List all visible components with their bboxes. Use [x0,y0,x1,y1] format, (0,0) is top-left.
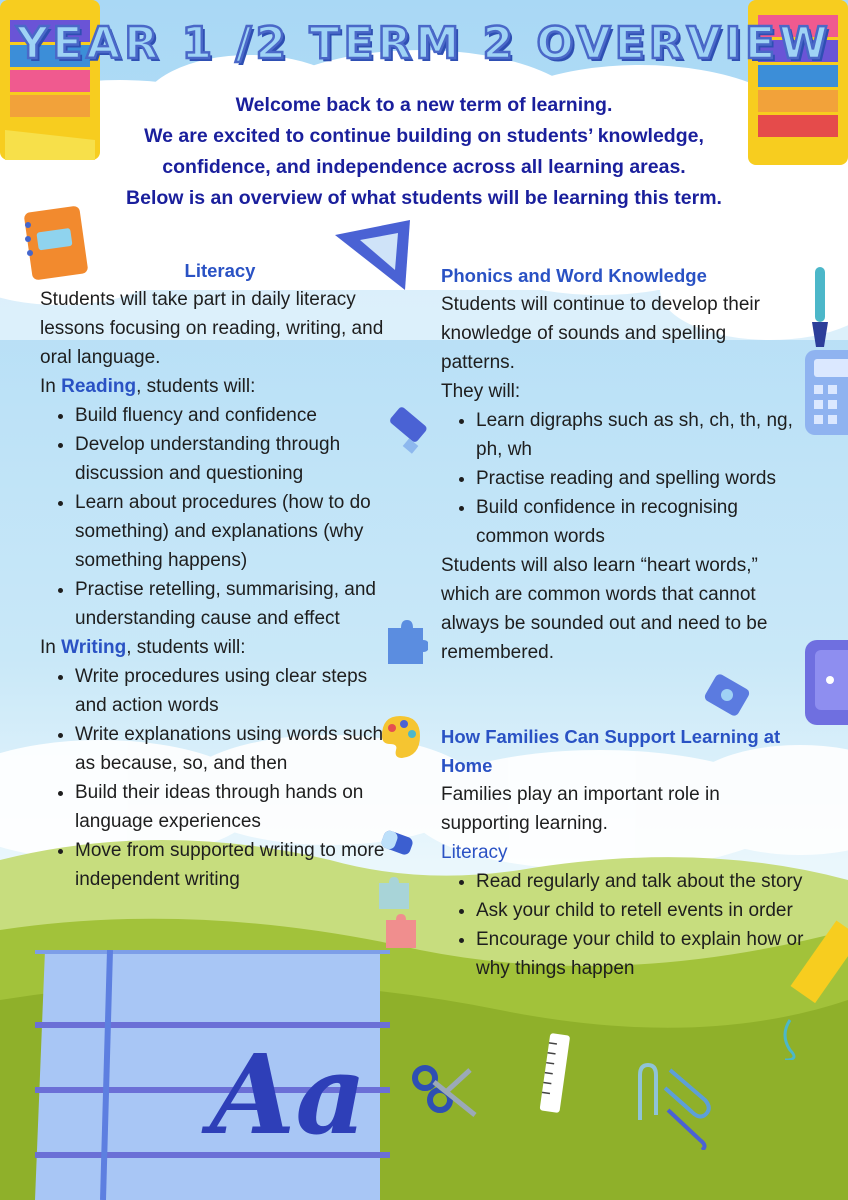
phonics-intro: Students will continue to develop their knowledge of sounds and spelling patterns. [441,294,760,373]
families-intro: Families play an important role in supporting learning. [441,784,720,834]
literacy-heading: Literacy [184,260,256,281]
tablet-icon [800,635,848,730]
sharpener-icon [700,668,755,723]
puzzle-piece-icon [382,912,420,952]
list-item: • Develop understanding through discussion and questioning [75,430,400,488]
list-item: • Ask your child to retell events in order [476,896,826,925]
phonics-heading: Phonics and Word Knowledge [441,265,707,286]
intro-line: confidence, and independence across all learning areas. [162,156,686,178]
paintbrush-icon [800,262,840,352]
writing-list [40,662,400,894]
intro-line: We are excited to continue building on students’ knowledge, [144,125,704,147]
families-literacy-subheading: Literacy [441,842,508,863]
heart-words-text: Students will also learn “heart words,” which are common words that cannot always be sounded out and need to be remembered. [441,555,768,663]
list-item: • Write explanations using words such as because, so, and then [75,720,400,778]
reading-lead: In Reading, students will: [40,376,256,397]
list-item: • Practise reading and spelling words [476,464,796,493]
literacy-section [40,256,400,894]
list-item: • Write procedures using clear steps and action words [75,662,400,720]
writing-lead: In Writing, students will: [40,637,246,658]
page-title: YEAR 1 /2 TERM 2 OVERVIEW [16,18,832,69]
phonics-section [441,261,796,667]
phonics-list [441,406,796,551]
writing-keyword: Writing [61,637,127,658]
list-item: • Learn digraphs such as sh, ch, th, ng, ph, wh [476,406,796,464]
list-item: • Read regularly and talk about the story [476,867,826,896]
list-item: • Learn about procedures (how to do something) and explanations (why something happens) [75,488,400,575]
calculator-icon [800,345,848,440]
list-item: • Move from supported writing to more independent writing [75,836,400,894]
phonics-they-will: They will: [441,381,521,402]
ruler-icon [535,1030,575,1115]
list-item: • Build fluency and confidence [75,401,400,430]
families-section [441,722,826,983]
reading-keyword: Reading [61,376,137,397]
list-item: • Build confidence in recognising common words [476,493,796,551]
intro-line: Welcome back to a new term of learning. [235,94,613,116]
families-list [441,867,826,983]
families-heading: How Families Can Support Learning at Home [441,726,781,776]
list-item: • Practise retelling, summarising, and understanding cause and effect [75,575,400,633]
paperclip-icon [620,1050,720,1150]
scissors-icon [410,1060,480,1125]
list-item: • Encourage your child to explain how or why things happen [476,925,826,983]
literacy-intro: Students will take part in daily literacy lessons focusing on reading, writing, and oral language. [40,289,384,368]
intro-line: Below is an overview of what students will be learning this term. [126,187,722,209]
reading-list [40,401,400,633]
intro-message [40,90,808,214]
notebook-letters: Aa [210,1030,367,1159]
list-item: • Build their ideas through hands on language experiences [75,778,400,836]
